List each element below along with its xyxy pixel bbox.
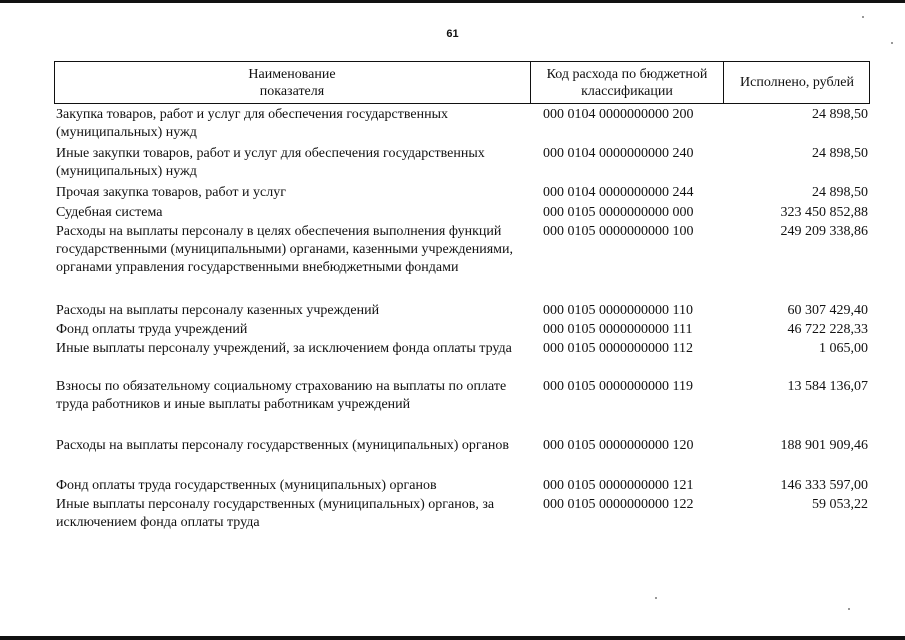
- scan-speck: [891, 42, 893, 44]
- row-name: Расходы на выплаты персоналу в целях обеспечения выполнения функций государственными (муниципальными) органами, казенными учреждениями, органами управления государственными внебюджетными фондами: [56, 224, 513, 275]
- row-name: Судебная система: [56, 205, 163, 220]
- row-amount: 188 901 909,46: [780, 438, 868, 453]
- row-name: Иные закупки товаров, работ и услуг для обеспечения государственных (муниципальных) нужд: [56, 146, 485, 179]
- row-code: 000 0104 0000000000 200: [543, 107, 694, 122]
- row-name: Расходы на выплаты персоналу государственных (муниципальных) органов: [56, 438, 509, 453]
- row-name: Расходы на выплаты персоналу казенных учреждений: [56, 303, 380, 318]
- row-name: Фонд оплаты труда государственных (муниципальных) органов: [56, 478, 437, 493]
- row-amount: 146 333 597,00: [780, 478, 868, 493]
- row-code: 000 0105 0000000000 122: [543, 497, 694, 512]
- bottom-scan-edge: [0, 636, 905, 640]
- row-amount: 24 898,50: [812, 107, 868, 122]
- row-amount: 249 209 338,86: [780, 224, 868, 239]
- row-amount: 60 307 429,40: [787, 303, 868, 318]
- header-name-label: Наименование показателя: [248, 66, 336, 99]
- row-code: 000 0105 0000000000 100: [543, 224, 694, 239]
- row-amount: 24 898,50: [812, 146, 868, 161]
- row-name: Закупка товаров, работ и услуг для обеспечения государственных (муниципальных) нужд: [56, 107, 449, 140]
- scan-speck: [655, 597, 657, 599]
- row-name: Прочая закупка товаров, работ и услуг: [56, 185, 286, 200]
- row-code: 000 0105 0000000000 121: [543, 478, 694, 493]
- row-code: 000 0105 0000000000 000: [543, 205, 694, 220]
- header-code-label: Код расхода по бюджетной классификации: [546, 66, 708, 99]
- row-amount: 46 722 228,33: [787, 322, 868, 337]
- header-cell-code: [530, 62, 723, 103]
- row-name: Фонд оплаты труда учреждений: [56, 322, 248, 337]
- row-code: 000 0105 0000000000 120: [543, 438, 694, 453]
- row-code: 000 0105 0000000000 111: [543, 322, 693, 337]
- page-number: 61: [446, 28, 459, 40]
- row-amount: 323 450 852,88: [780, 205, 868, 220]
- header-cell-amount: [723, 62, 870, 103]
- table-header: [54, 61, 870, 104]
- scan-speck: [848, 608, 850, 610]
- header-cell-name: [55, 62, 529, 103]
- row-code: 000 0104 0000000000 244: [543, 185, 694, 200]
- row-amount: 13 584 136,07: [787, 379, 868, 394]
- header-amount-label: Исполнено, рублей: [740, 75, 854, 90]
- row-name: Иные выплаты персоналу государственных (муниципальных) органов, за исключением фонда оплаты труда: [56, 497, 495, 530]
- row-amount: 1 065,00: [819, 341, 868, 356]
- row-code: 000 0105 0000000000 110: [543, 303, 693, 318]
- row-amount: 24 898,50: [812, 185, 868, 200]
- top-scan-edge: [0, 0, 905, 3]
- row-code: 000 0104 0000000000 240: [543, 146, 694, 161]
- scan-speck: [862, 16, 864, 18]
- row-name: Взносы по обязательному социальному страхованию на выплаты по оплате труда работников и иные выплаты работникам учреждений: [56, 379, 507, 412]
- row-code: 000 0105 0000000000 112: [543, 341, 693, 356]
- row-name: Иные выплаты персоналу учреждений, за исключением фонда оплаты труда: [56, 341, 512, 356]
- row-amount: 59 053,22: [812, 497, 868, 512]
- row-code: 000 0105 0000000000 119: [543, 379, 693, 394]
